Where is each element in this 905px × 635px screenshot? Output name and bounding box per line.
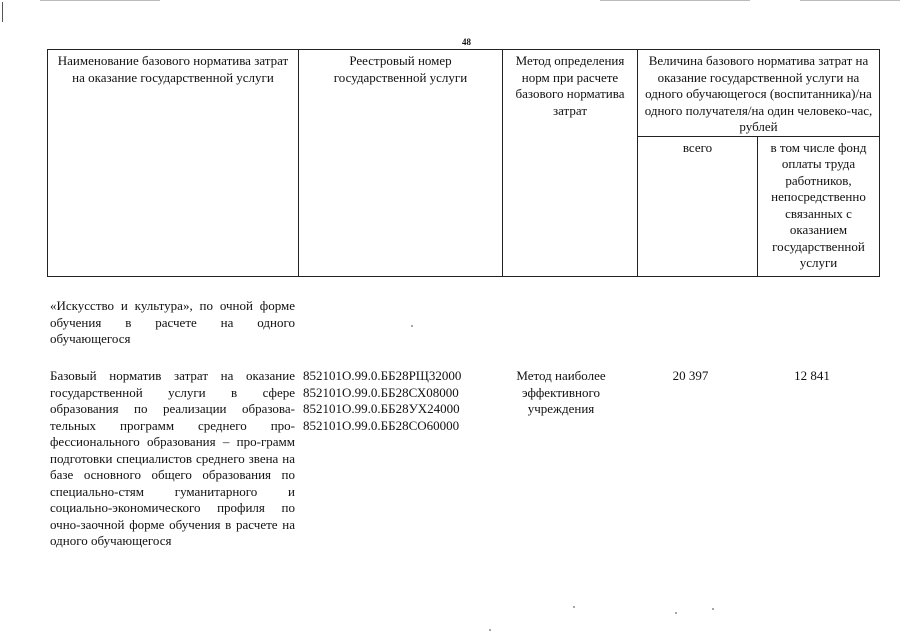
header-total: всего [638, 136, 758, 276]
row-method-cell: Метод наиболее эффективного учреждения [516, 368, 606, 416]
norms-table-header [47, 49, 880, 277]
scan-speck [675, 612, 677, 614]
registry-code: 852101О.99.0.ББ28СО60000 [303, 417, 460, 433]
header-registry-number: Реестровый номер государственной услуги [299, 50, 503, 277]
continuation-text: «Искусство и культура», по очной форме обучения в расчете на одного обучающегося [50, 298, 295, 346]
header-row-main [48, 50, 880, 137]
scan-edge-line [600, 0, 750, 1]
header-method: Метод определения норм при расчете базового норматива затрат [503, 50, 638, 277]
scan-edge-line [800, 0, 900, 1]
scan-edge-marks [0, 0, 905, 6]
row-fund-cell: 12 841 [794, 368, 830, 383]
row-codes-cell [303, 368, 503, 434]
row-total-cell: 20 397 [672, 368, 709, 383]
header-norm-value: Величина базового норматива затрат на оказание государственной услуги на одного обучающегося (воспитанника)/на одного получателя/на один человеко-час, рублей [638, 50, 880, 137]
page-number: 48 [462, 37, 471, 47]
scan-speck [411, 325, 413, 327]
registry-code: 852101О.99.0.ББ28РЩ32000 [303, 368, 462, 383]
header-name: Наименование базового норматива затрат на оказание государственной услуги [48, 50, 299, 277]
scan-corner-mark [2, 2, 6, 22]
scan-speck [712, 608, 714, 610]
scan-edge-line [40, 0, 160, 1]
scan-speck [489, 629, 491, 631]
scan-speck [573, 606, 575, 608]
registry-code: 852101О.99.0.ББ28СХ08000 [303, 384, 459, 400]
row-name-cell: Базовый норматив затрат на оказание государственной услуги в сфере образования по реализации образова-тельных программ среднего про-фессионального образования – про-грамм подготовки специалистов среднего звена на базе основного общего образования по специально-стям гуманитарного и социально-экономического профиля по очно-заочной форме обучения в расчете на одного обучающегося [50, 368, 295, 548]
header-wage-fund: в том числе фонд оплаты труда работников, непосредственно связанных с оказанием государственной услуги [758, 136, 880, 276]
registry-code: 852101О.99.0.ББ28УХ24000 [303, 401, 460, 416]
